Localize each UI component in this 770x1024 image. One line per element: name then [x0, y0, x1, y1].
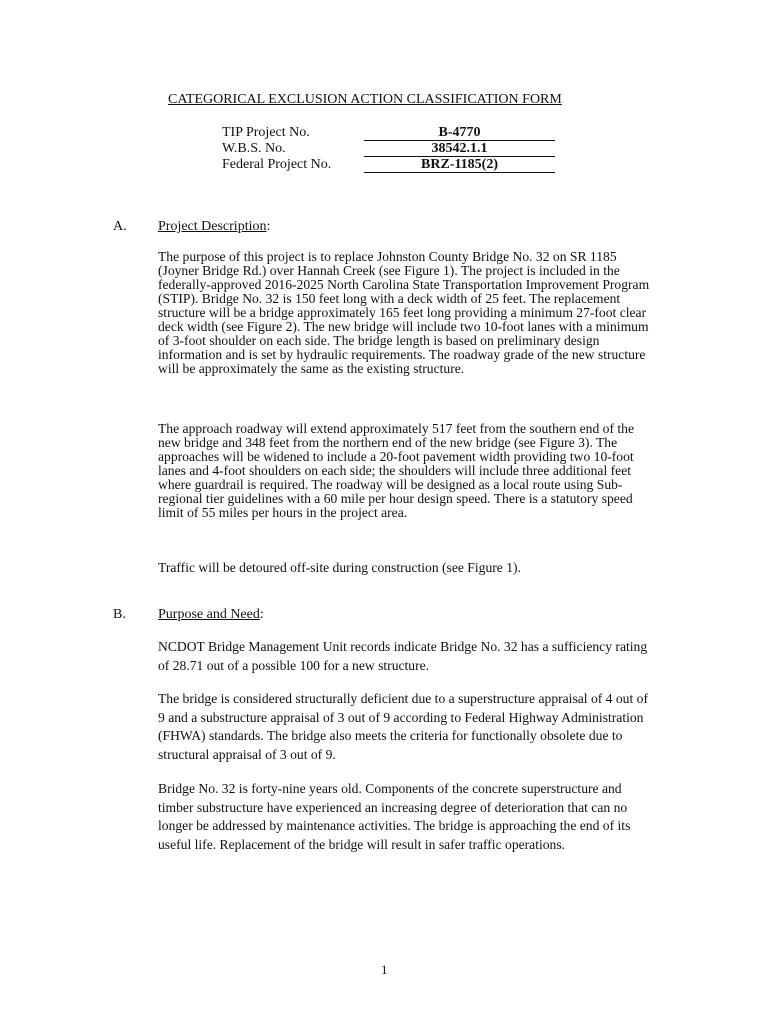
field-value: BRZ-1185(2)	[364, 157, 555, 173]
field-row-tip	[222, 125, 557, 141]
heading-colon: :	[266, 219, 271, 234]
section-b-heading	[158, 607, 264, 623]
field-value: B-4770	[364, 125, 555, 141]
section-a-heading-text: Project Description	[158, 219, 267, 234]
field-value: 38542.1.1	[364, 141, 555, 157]
paragraph: The bridge is considered structurally deficient due to a superstructure appraisal of 4 out of 9 and a substructure appraisal of 3 out of 9 according to Federal Highway Administration (FHWA) standards. The bridge also meets the criteria for functionally obsolete due to structural appraisal of 3 out of 9.	[158, 691, 648, 762]
paragraph: Traffic will be detoured off-site during construction (see Figure 1).	[158, 560, 521, 575]
field-row-federal	[222, 157, 557, 173]
field-row-wbs	[222, 141, 557, 157]
section-a-letter: A.	[113, 219, 127, 234]
paragraph: Bridge No. 32 is forty-nine years old. Components of the concrete superstructure and timber substructure have experienced an increasing degree of deterioration that can no longer be addressed by maintenance activities. The bridge is approaching the end of its useful life. Replacement of the bridge will result in safer traffic operations.	[158, 781, 631, 852]
paragraph: The purpose of this project is to replace Johnston County Bridge No. 32 on SR 1185 (Joyner Bridge Rd.) over Hannah Creek (see Figure 1). The project is included in the federally-approved 2016-2025 North Carolina State Transportation Improvement Program (STIP). Bridge No. 32 is 150 feet long with a deck width of 25 feet. The replacement structure will be a bridge approximately 165 feet long providing a minimum 27-foot clear deck width (see Figure 2). The new bridge will include two 10-foot lanes with a minimum of 3-foot shoulder on each side. The bridge length is based on preliminary design information and is set by hydraulic requirements. The roadway grade of the new structure will be approximately the same as the existing structure.	[158, 249, 650, 376]
heading-colon: :	[259, 607, 264, 622]
paragraph: The approach roadway will extend approximately 517 feet from the southern end of the new bridge and 348 feet from the northern end of the new bridge (see Figure 3). The approaches will be widened to include a 20-foot pavement width providing two 10-foot lanes and 4-foot shoulders on each side; the shoulders will include three additional feet where guardrail is required. The roadway will be designed as a local route using Sub-regional tier guidelines with a 60 mile per hour design speed. There is a statutory speed limit of 55 miles per hours in the project area.	[158, 421, 634, 520]
field-label: W.B.S. No.	[222, 141, 286, 156]
paragraph: NCDOT Bridge Management Unit records indicate Bridge No. 32 has a sufficiency rating of 28.71 out of a possible 100 for a new structure.	[158, 639, 648, 673]
form-title: CATEGORICAL EXCLUSION ACTION CLASSIFICATION FORM	[168, 92, 562, 107]
section-b-letter: B.	[113, 607, 126, 622]
field-label: Federal Project No.	[222, 157, 332, 172]
field-label: TIP Project No.	[222, 125, 310, 140]
section-a-heading	[158, 219, 270, 235]
page-number: 1	[381, 962, 388, 977]
section-b-heading-text: Purpose and Need	[158, 607, 260, 622]
